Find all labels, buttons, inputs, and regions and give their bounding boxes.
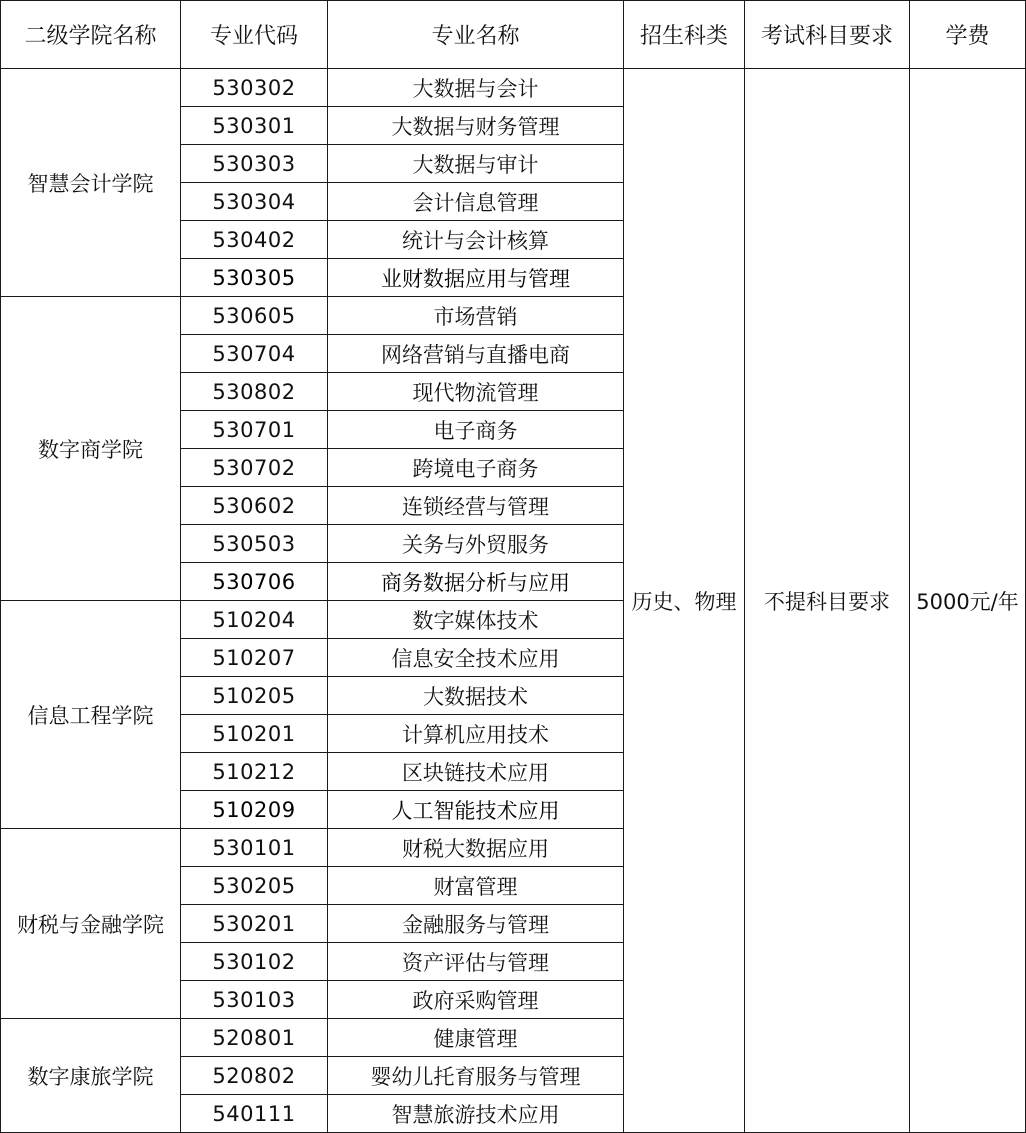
header-tuition: 学费 (910, 1, 1026, 69)
header-name: 专业名称 (328, 1, 624, 69)
major-code-cell: 510205 (181, 677, 328, 715)
major-name-cell: 资产评估与管理 (328, 943, 624, 981)
table-row (1, 69, 1026, 107)
major-code-cell: 510209 (181, 791, 328, 829)
major-name-cell: 大数据与财务管理 (328, 107, 624, 145)
major-name-cell: 连锁经营与管理 (328, 487, 624, 525)
major-code-cell: 540111 (181, 1095, 328, 1133)
major-code-cell: 530605 (181, 297, 328, 335)
major-code-cell: 520802 (181, 1057, 328, 1095)
header-subject-requirement: 考试科目要求 (745, 1, 910, 69)
table-body (1, 69, 1026, 1133)
major-code-cell: 510201 (181, 715, 328, 753)
subject-requirement-cell: 不提科目要求 (745, 69, 910, 1133)
major-code-cell: 530706 (181, 563, 328, 601)
major-name-cell: 关务与外贸服务 (328, 525, 624, 563)
major-code-cell: 530503 (181, 525, 328, 563)
major-code-cell: 530305 (181, 259, 328, 297)
major-code-cell: 530302 (181, 69, 328, 107)
major-code-cell: 530702 (181, 449, 328, 487)
header-code: 专业代码 (181, 1, 328, 69)
tuition-cell: 5000元/年 (910, 69, 1026, 1133)
major-code-cell: 530303 (181, 145, 328, 183)
major-name-cell: 大数据技术 (328, 677, 624, 715)
college-name-cell: 数字商学院 (1, 297, 181, 601)
major-name-cell: 业财数据应用与管理 (328, 259, 624, 297)
college-name-cell: 信息工程学院 (1, 601, 181, 829)
major-name-cell: 健康管理 (328, 1019, 624, 1057)
major-name-cell: 金融服务与管理 (328, 905, 624, 943)
header-category: 招生科类 (624, 1, 745, 69)
major-name-cell: 财税大数据应用 (328, 829, 624, 867)
major-name-cell: 数字媒体技术 (328, 601, 624, 639)
major-code-cell: 530101 (181, 829, 328, 867)
major-name-cell: 人工智能技术应用 (328, 791, 624, 829)
major-code-cell: 530402 (181, 221, 328, 259)
major-code-cell: 520801 (181, 1019, 328, 1057)
college-name-cell: 数字康旅学院 (1, 1019, 181, 1133)
major-name-cell: 大数据与会计 (328, 69, 624, 107)
major-name-cell: 信息安全技术应用 (328, 639, 624, 677)
major-name-cell: 计算机应用技术 (328, 715, 624, 753)
major-code-cell: 510204 (181, 601, 328, 639)
major-name-cell: 商务数据分析与应用 (328, 563, 624, 601)
major-name-cell: 婴幼儿托育服务与管理 (328, 1057, 624, 1095)
major-name-cell: 会计信息管理 (328, 183, 624, 221)
major-code-cell: 530201 (181, 905, 328, 943)
major-code-cell: 510212 (181, 753, 328, 791)
major-name-cell: 财富管理 (328, 867, 624, 905)
major-name-cell: 智慧旅游技术应用 (328, 1095, 624, 1133)
major-code-cell: 530304 (181, 183, 328, 221)
major-name-cell: 电子商务 (328, 411, 624, 449)
college-name-cell: 智慧会计学院 (1, 69, 181, 297)
major-name-cell: 网络营销与直播电商 (328, 335, 624, 373)
major-code-cell: 530602 (181, 487, 328, 525)
major-name-cell: 政府采购管理 (328, 981, 624, 1019)
major-name-cell: 现代物流管理 (328, 373, 624, 411)
major-code-cell: 530103 (181, 981, 328, 1019)
major-code-cell: 530102 (181, 943, 328, 981)
header-college: 二级学院名称 (1, 1, 181, 69)
major-code-cell: 530205 (181, 867, 328, 905)
major-code-cell: 510207 (181, 639, 328, 677)
college-name-cell: 财税与金融学院 (1, 829, 181, 1019)
major-name-cell: 市场营销 (328, 297, 624, 335)
major-name-cell: 区块链技术应用 (328, 753, 624, 791)
major-code-cell: 530704 (181, 335, 328, 373)
category-cell: 历史、物理 (624, 69, 745, 1133)
major-code-cell: 530701 (181, 411, 328, 449)
major-name-cell: 跨境电子商务 (328, 449, 624, 487)
header-row (1, 1, 1026, 69)
major-name-cell: 大数据与审计 (328, 145, 624, 183)
major-name-cell: 统计与会计核算 (328, 221, 624, 259)
major-code-cell: 530802 (181, 373, 328, 411)
major-code-cell: 530301 (181, 107, 328, 145)
